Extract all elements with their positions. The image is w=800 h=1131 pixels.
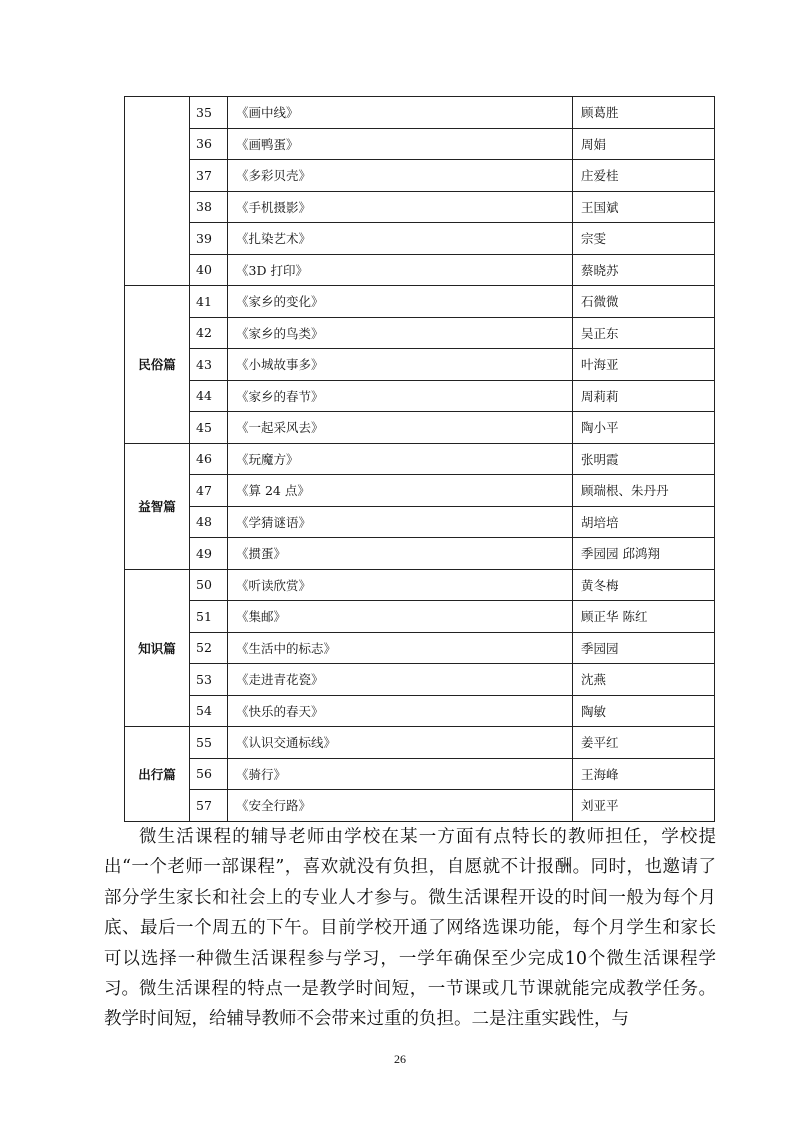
course-title: 《掼蛋》 [228,538,573,570]
table-row [125,254,715,286]
table-row [125,569,715,601]
course-teacher: 姜平红 [573,727,715,759]
course-title: 《手机摄影》 [228,191,573,223]
course-title: 《画鸭蛋》 [228,128,573,160]
course-teacher: 顾葛胜 [573,97,715,129]
course-teacher: 黄冬梅 [573,569,715,601]
table-row [125,317,715,349]
category-cell: 民俗篇 [125,286,190,444]
course-number: 35 [190,97,228,129]
course-teacher: 宗雯 [573,223,715,255]
course-teacher: 沈燕 [573,664,715,696]
course-number: 38 [190,191,228,223]
course-title: 《3D 打印》 [228,254,573,286]
table-row [125,191,715,223]
table-row [125,727,715,759]
course-number: 49 [190,538,228,570]
table-row [125,128,715,160]
course-title: 《玩魔方》 [228,443,573,475]
course-number: 39 [190,223,228,255]
category-cell: 知识篇 [125,569,190,727]
course-number: 40 [190,254,228,286]
category-cell: 益智篇 [125,443,190,569]
table-row [125,223,715,255]
course-teacher: 周娟 [573,128,715,160]
table-row [125,380,715,412]
course-teacher: 周莉莉 [573,380,715,412]
course-title: 《学猜谜语》 [228,506,573,538]
course-number: 50 [190,569,228,601]
course-number: 56 [190,758,228,790]
course-title: 《算 24 点》 [228,475,573,507]
course-teacher: 季园园 [573,632,715,664]
course-number: 55 [190,727,228,759]
table-row [125,160,715,192]
course-title: 《多彩贝壳》 [228,160,573,192]
course-teacher: 陶敏 [573,695,715,727]
course-number: 46 [190,443,228,475]
page-number: 26 [394,1052,406,1066]
course-title: 《小城故事多》 [228,349,573,381]
course-title: 《快乐的春天》 [228,695,573,727]
course-number: 54 [190,695,228,727]
table-row [125,695,715,727]
table-row [125,538,715,570]
course-table [124,96,715,822]
course-teacher: 胡培培 [573,506,715,538]
course-teacher: 顾瑞根、朱丹丹 [573,475,715,507]
course-teacher: 张明霞 [573,443,715,475]
table-row [125,601,715,633]
course-number: 42 [190,317,228,349]
course-teacher: 石微微 [573,286,715,318]
course-number: 53 [190,664,228,696]
course-teacher: 庄爱桂 [573,160,715,192]
table-row [125,349,715,381]
table-row [125,97,715,129]
course-number: 37 [190,160,228,192]
course-teacher: 叶海亚 [573,349,715,381]
course-number: 51 [190,601,228,633]
paragraph-text: 微生活课程的辅导老师由学校在某一方面有点特长的教师担任，学校提出“一个老师一部课程”，喜欢就没有负担，自愿就不计报酬。同时，也邀请了部分学生家长和社会上的专业人才参与。微生活课程开设的时间一般为每个月底、最后一个周五的下午。目前学校开通了网络选课功能，每个月学生和家长可以选择一种微生活课程参与学习，一学年确保至少完成10个微生活课程学习。 [104,827,716,1000]
course-teacher: 蔡晓苏 [573,254,715,286]
course-number: 41 [190,286,228,318]
course-title: 《家乡的变化》 [228,286,573,318]
course-title: 《家乡的春节》 [228,380,573,412]
course-title: 《安全行路》 [228,790,573,822]
course-title: 《听读欣赏》 [228,569,573,601]
course-title: 《扎染艺术》 [228,223,573,255]
course-teacher: 顾正华 陈红 [573,601,715,633]
course-title: 《认识交通标线》 [228,727,573,759]
course-number: 45 [190,412,228,444]
course-teacher: 季园园 邱鸿翔 [573,538,715,570]
course-number: 44 [190,380,228,412]
body-paragraph-2 [104,974,716,1035]
course-title: 《家乡的鸟类》 [228,317,573,349]
course-title: 《走进青花瓷》 [228,664,573,696]
table-row [125,286,715,318]
category-cell: 出行篇 [125,727,190,822]
course-teacher: 陶小平 [573,412,715,444]
course-number: 52 [190,632,228,664]
course-title: 《集邮》 [228,601,573,633]
course-teacher: 刘亚平 [573,790,715,822]
table-row [125,664,715,696]
course-number: 48 [190,506,228,538]
table-row [125,506,715,538]
course-number: 57 [190,790,228,822]
course-title: 《骑行》 [228,758,573,790]
table-row [125,790,715,822]
course-number: 43 [190,349,228,381]
course-title: 《生活中的标志》 [228,632,573,664]
course-teacher: 王海峰 [573,758,715,790]
table-row [125,412,715,444]
table-row [125,758,715,790]
course-teacher: 吴正东 [573,317,715,349]
category-cell [125,97,190,286]
table-row [125,475,715,507]
table-row [125,443,715,475]
course-number: 47 [190,475,228,507]
paragraph-text: 微生活课程的特点一是教学时间短，一节课或几节课就能完成教学任务。教学时间短，给辅导教师不会带来过重的负担。二是注重实践性，与 [104,979,716,1030]
course-title: 《画中线》 [228,97,573,129]
course-number: 36 [190,128,228,160]
course-teacher: 王国斌 [573,191,715,223]
course-title: 《一起采风去》 [228,412,573,444]
table-row [125,632,715,664]
